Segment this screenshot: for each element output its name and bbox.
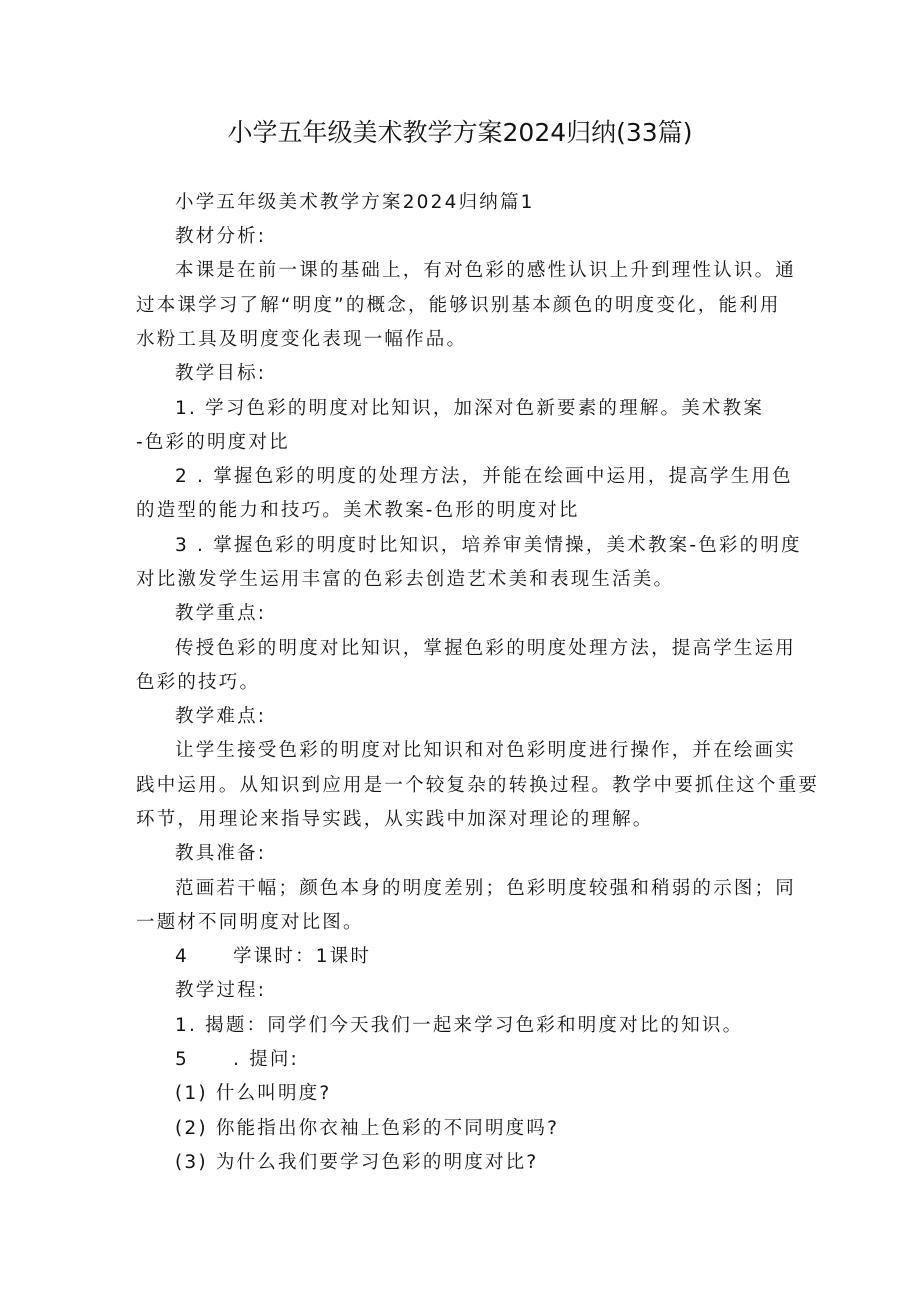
paragraph-line: 让学生接受色彩的明度对比知识和对色彩明度进行操作，并在绘画实 xyxy=(175,740,797,761)
list-item: (2) 你能指出你衣袖上色彩的不同明度吗? xyxy=(175,1118,560,1139)
list-item: 1. 揭题：同学们今天我们一起来学习色彩和明度对比的知识。 xyxy=(175,1015,744,1036)
list-item: 1. 学习色彩的明度对比知识，加深对色新要素的理解。美术教案 xyxy=(175,398,765,419)
paragraph-heading: 教材分析: xyxy=(175,226,267,247)
paragraph-line: 环节，用理论来指导实践，从实践中加深对理论的理解。 xyxy=(136,809,654,830)
paragraph-line: 践中运用。从知识到应用是一个较复杂的转换过程。教学中要抓住这个重要 xyxy=(136,775,820,796)
paragraph-line: 一题材不同明度对比图。 xyxy=(136,912,364,933)
list-item xyxy=(175,1043,299,1077)
document-title: 小学五年级美术教学方案2024归纳(33篇) xyxy=(227,118,693,147)
paragraph-line: 传授色彩的明度对比知识，掌握色彩的明度处理方法，提高学生运用 xyxy=(175,638,797,659)
section-heading: 小学五年级美术教学方案2024归纳篇1 xyxy=(175,192,535,213)
paragraph-line: 范画若干幅；颜色本身的明度差别；色彩明度较强和稍弱的示图；同 xyxy=(175,878,797,899)
list-item-text: . 提问: xyxy=(232,1049,299,1070)
paragraph-line: 水粉工具及明度变化表现一幅作品。 xyxy=(136,329,468,350)
paragraph-heading: 教学难点: xyxy=(175,706,267,727)
paragraph-line: 色彩的技巧。 xyxy=(136,672,261,693)
paragraph-heading: 教具准备: xyxy=(175,843,267,864)
paragraph-heading: 教学过程: xyxy=(175,980,267,1001)
list-number: 5 xyxy=(175,1049,189,1070)
paragraph-line: -色彩的明度对比 xyxy=(136,432,290,453)
paragraph-line: 过本课学习了解“明度”的概念，能够识别基本颜色的明度变化，能利用 xyxy=(136,295,781,316)
list-item xyxy=(175,940,371,974)
paragraph-heading: 教学目标: xyxy=(175,363,267,384)
paragraph-heading: 教学重点: xyxy=(175,603,267,624)
paragraph-line: 的造型的能力和技巧。美术教案-色形的明度对比 xyxy=(136,500,580,521)
list-item: (3) 为什么我们要学习色彩的明度对比? xyxy=(175,1152,539,1173)
list-item: 2 . 掌握色彩的明度的处理方法，并能在绘画中运用，提高学生用色 xyxy=(175,466,793,487)
list-item: (1) 什么叫明度? xyxy=(175,1083,332,1104)
paragraph-line: 本课是在前一课的基础上，有对色彩的感性认识上升到理性认识。通 xyxy=(175,260,797,281)
list-number: 4 xyxy=(175,946,189,967)
list-item-text: 学课时：1课时 xyxy=(232,946,372,967)
list-item: 3 . 掌握色彩的明度时比知识，培养审美情操，美术教案-色彩的明度 xyxy=(175,535,802,556)
paragraph-line: 对比激发学生运用丰富的色彩去创造艺术美和表现生活美。 xyxy=(136,569,675,590)
